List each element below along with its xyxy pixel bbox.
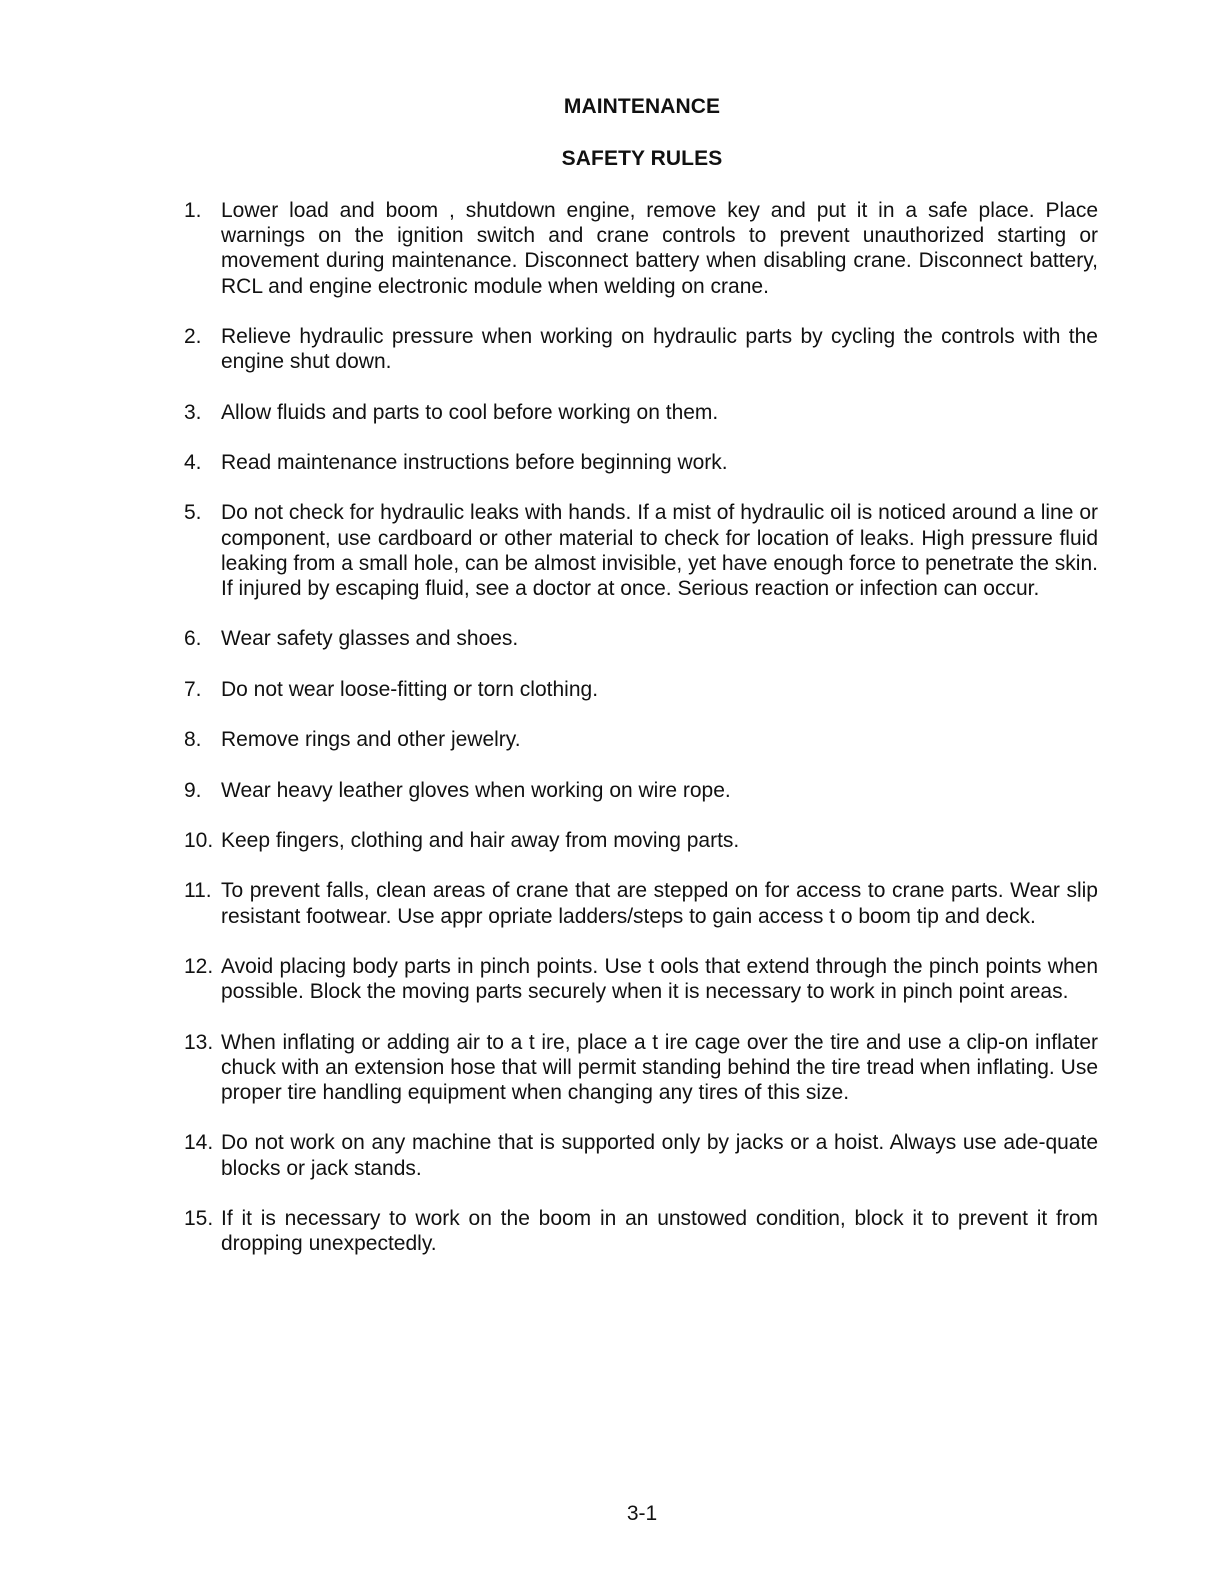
rule-text: Do not check for hydraulic leaks with hands. If a mist of hydraulic oil is noticed around a line or component, use cardboard or other material to check for location of leaks. High pressure fluid leaking from a small hole, can be almost invisible, yet have enough force to penetrate the skin. If injured by escaping fluid, see a doctor at once. Serious reaction or infection can occur. [221, 501, 1098, 600]
list-item [184, 954, 1098, 1004]
rule-number: 14. [184, 1131, 214, 1155]
list-item [184, 500, 1098, 601]
rule-number: 4. [184, 450, 202, 474]
section-title: SAFETY RULES [561, 147, 723, 170]
rule-number: 5. [184, 501, 202, 525]
rule-number: 13. [184, 1030, 214, 1054]
rule-text: Read maintenance instructions before beginning work. [221, 450, 728, 474]
rule-number: 12. [184, 954, 214, 978]
rule-text: Wear heavy leather gloves when working on wire rope. [221, 778, 731, 802]
rule-text: Lower load and boom , shutdown engine, remove key and put it in a safe place. Place warnings on the ignition switch and crane controls to prevent unauthorized starting or movement during maintenance. Disconnect battery when disabling crane. Disconnect battery, RCL and engine electronic module when welding on crane. [221, 199, 1098, 298]
rule-text: When inflating or adding air to a t ire, place a t ire cage over the tire and use a clip-on inflater chuck with an extension hose that will permit standing behind the tire tread when inflating. Use proper tire handling equipment when changing any tires of this size. [221, 1030, 1098, 1104]
rule-number: 11. [184, 879, 212, 903]
rule-number: 3. [184, 400, 202, 424]
rule-text: Wear safety glasses and shoes. [221, 627, 519, 651]
rule-text: If it is necessary to work on the boom in an unstowed condition, block it to prevent it from dropping unexpectedly. [221, 1206, 1098, 1256]
rule-text: Do not work on any machine that is supported only by jacks or a hoist. Always use ade-quate blocks or jack stands. [221, 1131, 1098, 1180]
rule-text: Remove rings and other jewelry. [221, 728, 521, 752]
list-item [184, 878, 1098, 928]
rule-text: To prevent falls, clean areas of crane that are stepped on for access to crane parts. Wear slip resistant footwear. Use appr opriate ladders/steps to gain access t o boom tip and deck. [221, 879, 1098, 928]
list-item [184, 1130, 1098, 1180]
list-item [184, 626, 1098, 651]
list-item [184, 778, 1098, 803]
page-number: 3-1 [626, 1502, 658, 1525]
rule-text: Relieve hydraulic pressure when working on hydraulic parts by cycling the controls with the engine shut down. [221, 325, 1098, 374]
rule-number: 10. [184, 828, 214, 852]
rule-text: Avoid placing body parts in pinch points. Use t ools that extend through the pinch points when possible. Block the moving parts securely when it is necessary to work in pinch point areas. [221, 954, 1098, 1004]
list-item [184, 400, 1098, 425]
rule-number: 2. [184, 325, 202, 348]
list-item [184, 727, 1098, 752]
list-item [184, 677, 1098, 702]
list-item [184, 324, 1098, 374]
list-item [184, 1030, 1098, 1106]
rule-text: Keep fingers, clothing and hair away from moving parts. [221, 828, 740, 852]
list-item [184, 1206, 1098, 1256]
list-item [184, 828, 1098, 853]
rule-number: 6. [184, 627, 202, 651]
rule-number: 15. [184, 1206, 214, 1230]
rule-number: 8. [184, 728, 202, 752]
safety-rules-list [184, 198, 1098, 1282]
rule-number: 1. [184, 199, 202, 222]
rule-number: 7. [184, 677, 202, 701]
list-item [184, 198, 1098, 299]
rule-number: 9. [184, 778, 202, 802]
rule-text: Do not wear loose-fitting or torn clothing. [221, 677, 599, 701]
rule-text: Allow fluids and parts to cool before working on them. [221, 400, 719, 424]
list-item [184, 450, 1098, 475]
page-title: MAINTENANCE [563, 95, 721, 118]
